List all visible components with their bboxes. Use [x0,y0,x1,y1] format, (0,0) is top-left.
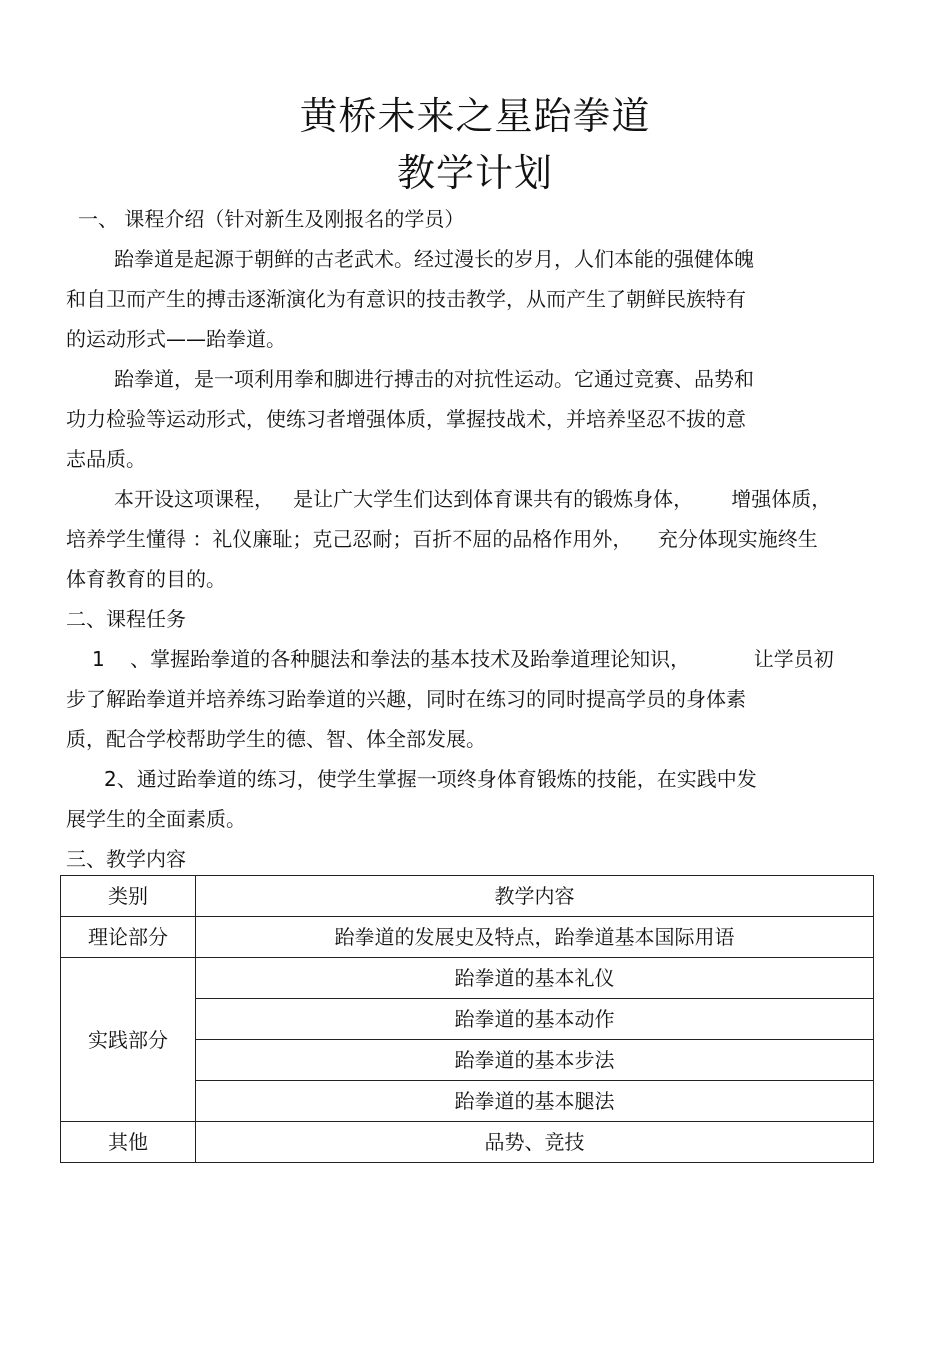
section1-para2-line1: 跆拳道，是一项利用拳和脚进行搏击的对抗性运动。它通过竞赛、品势和 [114,367,754,391]
table-row [61,958,874,999]
section1-para3-line1: 本开设这项课程， 是让广大学生们达到体育课共有的锻炼身体， 增强体质， [114,487,832,511]
section2-item2-line1: 2、通过跆拳道的练习，使学生掌握一项终身体育锻炼的技能，在实践中发 [104,767,757,791]
title-line-2: 教学计划 [396,151,553,195]
section2-item1-line1: 1 、掌握跆拳道的各种腿法和拳法的基本技术及跆拳道理论知识， 让学员初 [92,647,834,671]
practice-content: 跆拳道的基本腿法 [196,1081,874,1122]
section3-heading: 三、教学内容 [66,847,186,871]
header-category: 类别 [61,876,196,917]
other-content: 品势、竞技 [196,1122,874,1163]
section1-para1-line3: 的运动形式——跆拳道。 [66,327,286,351]
other-category: 其他 [61,1122,196,1163]
section2-item2-line2: 展学生的全面素质。 [66,807,246,831]
section2-item1-line2: 步了解跆拳道并培养练习跆拳道的兴趣，同时在练习的同时提高学员的身体素 [66,687,746,711]
table-row [61,1122,874,1163]
section1-para1-line2: 和自卫而产生的搏击逐渐演化为有意识的技击教学，从而产生了朝鲜民族特有 [66,287,746,311]
section1-para2-line2: 功力检验等运动形式，使练习者增强体质，掌握技战术，并培养坚忍不拔的意 [66,407,746,431]
title-line-1: 黄桥未来之星跆拳道 [299,94,651,138]
section1-para3-line2: 培养学生懂得 ：礼仪廉耻；克己忍耐；百折不屈的品格作用外， 充分体现实施终生 [66,527,818,551]
table-row [61,917,874,958]
practice-content: 跆拳道的基本动作 [196,999,874,1040]
section1-para1-line1: 跆拳道是起源于朝鲜的古老武术。经过漫长的岁月，人们本能的强健体魄 [114,247,754,271]
table-header-row [61,876,874,917]
section2-heading: 二、课程任务 [66,607,186,631]
section2-item1-line3: 质，配合学校帮助学生的德、智、体全部发展。 [66,727,486,751]
practice-content: 跆拳道的基本步法 [196,1040,874,1081]
teaching-content-table [60,875,874,1163]
theory-content: 跆拳道的发展史及特点，跆拳道基本国际用语 [196,917,874,958]
practice-content: 跆拳道的基本礼仪 [196,958,874,999]
theory-category: 理论部分 [61,917,196,958]
section1-para2-line3: 志品质。 [66,447,146,471]
section1-para3-line3: 体育教育的目的。 [66,567,226,591]
practice-category: 实践部分 [61,958,196,1122]
header-content: 教学内容 [196,876,874,917]
section1-heading: 一、 课程介绍（针对新生及刚报名的学员） [78,207,465,231]
